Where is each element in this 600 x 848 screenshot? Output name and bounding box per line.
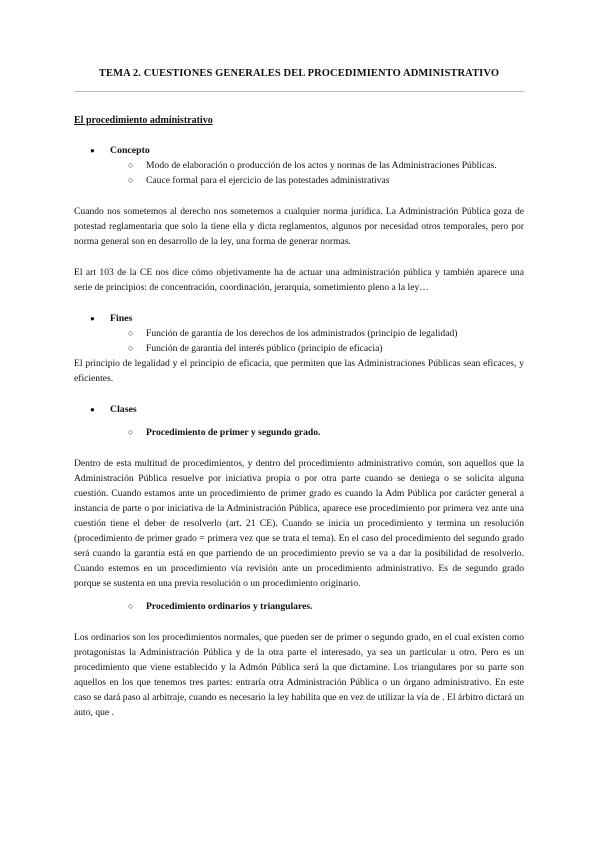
clases-subitem: ○ Procedimiento ordinarios y triangulares.	[128, 601, 313, 612]
paragraph-5: Los ordinarios son los procedimientos normales, que pueden ser de primer o segundo grado, en el cual existen como protagonistas la Administración Pública y de la otra parte el interesado, ya sea un particular u otro. Pero es un procedimiento que viene establecido y la Admón Pública será la que dictamine. Los triangulares por su parte son aquellos en los que tenemos tres partes: entraría otra Administración Pública o un órgano administrativo. En este caso se dará paso al arbitraje, cuando es necesario la ley habilita que en vez de utilizar la vía de . El árbitro dictará un auto, que .	[74, 632, 524, 718]
hollow-circle-bullet-icon: ○	[128, 175, 134, 185]
clases-list-2	[74, 599, 524, 614]
fines-subitem: ○ Función de garantía del interés público (principio de eficacia)	[128, 343, 383, 354]
fines-subitem: ○ Función de garantía de los derechos de los administrados (principio de legalidad)	[128, 328, 458, 339]
paragraph-4: Dentro de esta multitud de procedimientos, y dentro del procedimiento administrativo común, son aquellos que la Administración Pública resuelve por iniciativa propia o por otra parte cuando se deniega o se solicita alguna cuestión. Cuando estamos ante un procedimiento de primer grado es cuando la Adm Pública por carácter general a instancia de parte o por iniciativa de la Administración Pública, aparece ese procedimiento por primera vez ante una cuestión tiene el deber de resolverlo (art. 21 CE). Cuando se inicia un procedimiento y termina un resolución (procedimiento de primer grado = primera vez que se trata el tema). En el caso del procedimiento del segundo grado será cuando la garantía está en que partiendo de un procedimiento previo se va a dar la posibilidad de resolverlo. Cuando estemos en un procedimiento vía revisión ante un procedimiento administrativo. Es de segundo grado porque se sustenta en una previa resolución o un procedimiento originario.	[74, 458, 524, 589]
concepto-sublist	[110, 158, 524, 188]
concepto-item	[74, 143, 524, 188]
fines-list	[74, 311, 524, 356]
paragraph-2: El art 103 de la CE nos dice cómo objetivamente ha de actuar una administración pública y también aparece una serie de principios: de concentración, coordinación, jerarquía, sometimiento pleno a la ley…	[74, 267, 524, 293]
title-divider	[74, 91, 524, 92]
clases-item-2	[74, 599, 524, 614]
clases-label: Clases	[110, 404, 137, 415]
hollow-circle-bullet-icon: ○	[128, 328, 134, 338]
filled-circle-bullet-icon: ●	[90, 146, 95, 155]
concepto-subitem: ○ Cauce formal para el ejercicio de las potestades administrativas	[128, 175, 390, 186]
hollow-circle-bullet-icon: ○	[128, 343, 134, 353]
hollow-circle-bullet-icon: ○	[128, 427, 134, 437]
filled-circle-bullet-icon: ●	[90, 314, 95, 323]
fines-label: Fines	[110, 313, 133, 324]
clases-sublist-1	[110, 425, 524, 440]
concepto-list	[74, 143, 524, 188]
section-heading: El procedimiento administrativo	[74, 115, 213, 126]
concepto-subitem: ○ Modo de elaboración o producción de los actos y normas de las Administraciones Públicas.	[128, 160, 497, 171]
paragraph-1: Cuando nos sometemos al derecho nos sometemos a cualquier norma jurídica. La Administración Pública goza de potestad reglamentaria que solo la tiene ella y dicta reglamentos, algunos por necesidad otros temporales, pero por norma general son en desarrollo de la ley, una forma de generar normas.	[74, 206, 524, 247]
clases-sublist-2	[110, 599, 524, 614]
fines-sublist	[110, 326, 524, 356]
fines-item	[74, 311, 524, 356]
filled-circle-bullet-icon: ●	[90, 405, 95, 414]
concepto-label: Concepto	[110, 145, 150, 156]
hollow-circle-bullet-icon: ○	[128, 160, 134, 170]
hollow-circle-bullet-icon: ○	[128, 601, 134, 611]
clases-item	[74, 402, 524, 440]
clases-subitem: ○ Procedimiento de primer y segundo grado.	[128, 427, 321, 438]
clases-list	[74, 402, 524, 440]
document-title: TEMA 2. CUESTIONES GENERALES DEL PROCEDIMIENTO ADMINISTRATIVO	[98, 68, 500, 79]
paragraph-3: El principio de legalidad y el principio de eficacia, que permiten que las Administraciones Públicas sean eficaces, y eficientes.	[74, 358, 524, 384]
